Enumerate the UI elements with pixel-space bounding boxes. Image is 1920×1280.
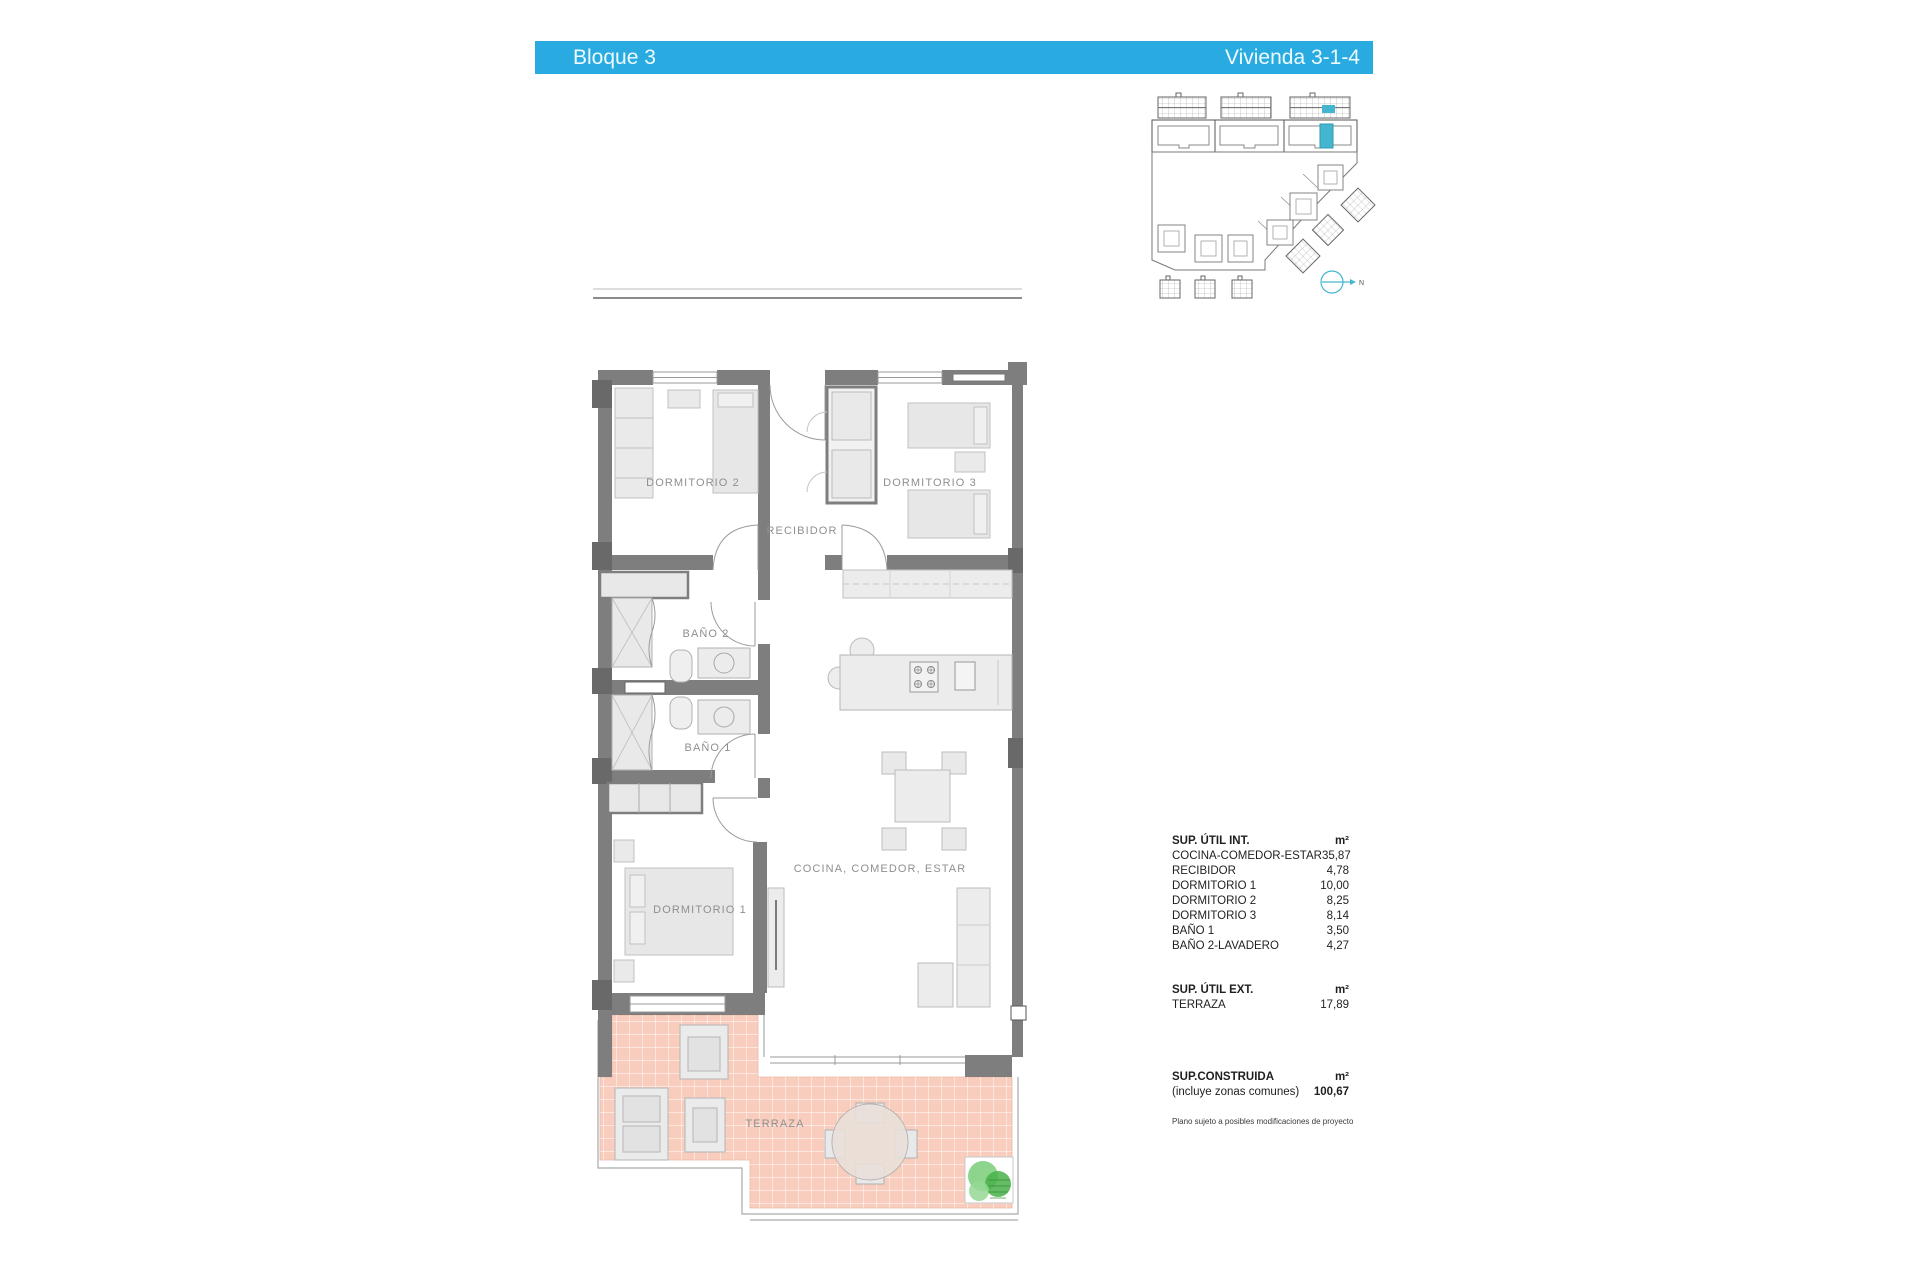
areas-table-int: [1172, 834, 1349, 954]
floor-plan: [590, 280, 1030, 1230]
unit-title: Vivienda 3-1-4: [1224, 45, 1360, 69]
table-row: [1172, 879, 1349, 894]
table-row: [1172, 849, 1349, 864]
row-value: 8,14: [1326, 910, 1349, 922]
room-label-bano2: BAÑO 2: [682, 628, 730, 640]
row-label: TERRAZA: [1172, 999, 1226, 1011]
room-label-dormitorio2: DORMITORIO 2: [646, 477, 740, 489]
row-label: BAÑO 1: [1172, 925, 1215, 937]
areas-int-unit: m²: [1334, 835, 1349, 847]
areas-table-construida: [1172, 1070, 1349, 1100]
north-label: N: [1359, 280, 1365, 287]
terrace: [598, 1015, 1018, 1220]
terrace-railing: [764, 1015, 965, 1065]
row-label: DORMITORIO 1: [1172, 880, 1257, 892]
room-label-dormitorio3: DORMITORIO 3: [883, 477, 977, 489]
room-label-terraza: TERRAZA: [745, 1118, 805, 1130]
row-value: 10,00: [1320, 880, 1349, 892]
title-bar: [535, 41, 1373, 74]
row-value: 4,27: [1326, 940, 1349, 952]
room-label-recibidor: RECIBIDOR: [766, 525, 838, 537]
construida-subtitle: (incluye zonas comunes): [1172, 1086, 1300, 1098]
row-label: DORMITORIO 2: [1172, 895, 1257, 907]
areas-table-ext: [1172, 983, 1349, 1013]
dining-set: [882, 752, 966, 850]
row-value: 3,50: [1326, 925, 1349, 937]
table-row: [1172, 864, 1349, 879]
living-furniture: [768, 888, 990, 1007]
kitchen-furniture: [828, 570, 1012, 710]
disclaimer-note: Plano sujeto a posibles modificaciones de proyecto: [1172, 1117, 1354, 1126]
row-label: DORMITORIO 3: [1172, 910, 1257, 922]
unit-highlight-plan: [1320, 124, 1333, 148]
unit-highlight-elevation: [1322, 105, 1335, 113]
block-title: Bloque 3: [573, 45, 656, 69]
parcel: [1152, 152, 1375, 273]
construida-value: 100,67: [1313, 1086, 1349, 1098]
north-compass-icon: [1321, 271, 1364, 293]
row-value: 35,87: [1321, 850, 1351, 862]
row-value: 17,89: [1320, 999, 1349, 1011]
construida-unit: m²: [1334, 1071, 1349, 1083]
room-label-cocina: COCINA, COMEDOR, ESTAR: [793, 863, 967, 875]
site-key-plan: [1150, 88, 1420, 313]
table-row: [1172, 924, 1349, 939]
table-row: [1172, 998, 1349, 1013]
plant: [965, 1157, 1013, 1203]
construida-title: SUP.CONSTRUIDA: [1172, 1071, 1275, 1083]
row-label: BAÑO 2-LAVADERO: [1172, 940, 1279, 952]
areas-ext-unit: m²: [1334, 984, 1349, 996]
table-row: [1172, 939, 1349, 954]
garden-grids-bottom: [1160, 276, 1252, 298]
section-divider-lines: [593, 289, 1022, 298]
bedroom3-furniture: [908, 403, 990, 538]
table-row: [1172, 909, 1349, 924]
elevation-grids-top: [1158, 93, 1350, 118]
row-value: 8,25: [1326, 895, 1349, 907]
row-value: 4,78: [1326, 865, 1349, 877]
table-row: [1172, 894, 1349, 909]
areas-ext-title: SUP. ÚTIL EXT.: [1172, 984, 1254, 996]
areas-int-title: SUP. ÚTIL INT.: [1172, 835, 1250, 847]
room-label-bano1: BAÑO 1: [684, 742, 732, 754]
row-label: RECIBIDOR: [1172, 865, 1236, 877]
row-label: COCINA-COMEDOR-ESTAR: [1172, 850, 1322, 862]
room-label-dormitorio1: DORMITORIO 1: [653, 904, 747, 916]
